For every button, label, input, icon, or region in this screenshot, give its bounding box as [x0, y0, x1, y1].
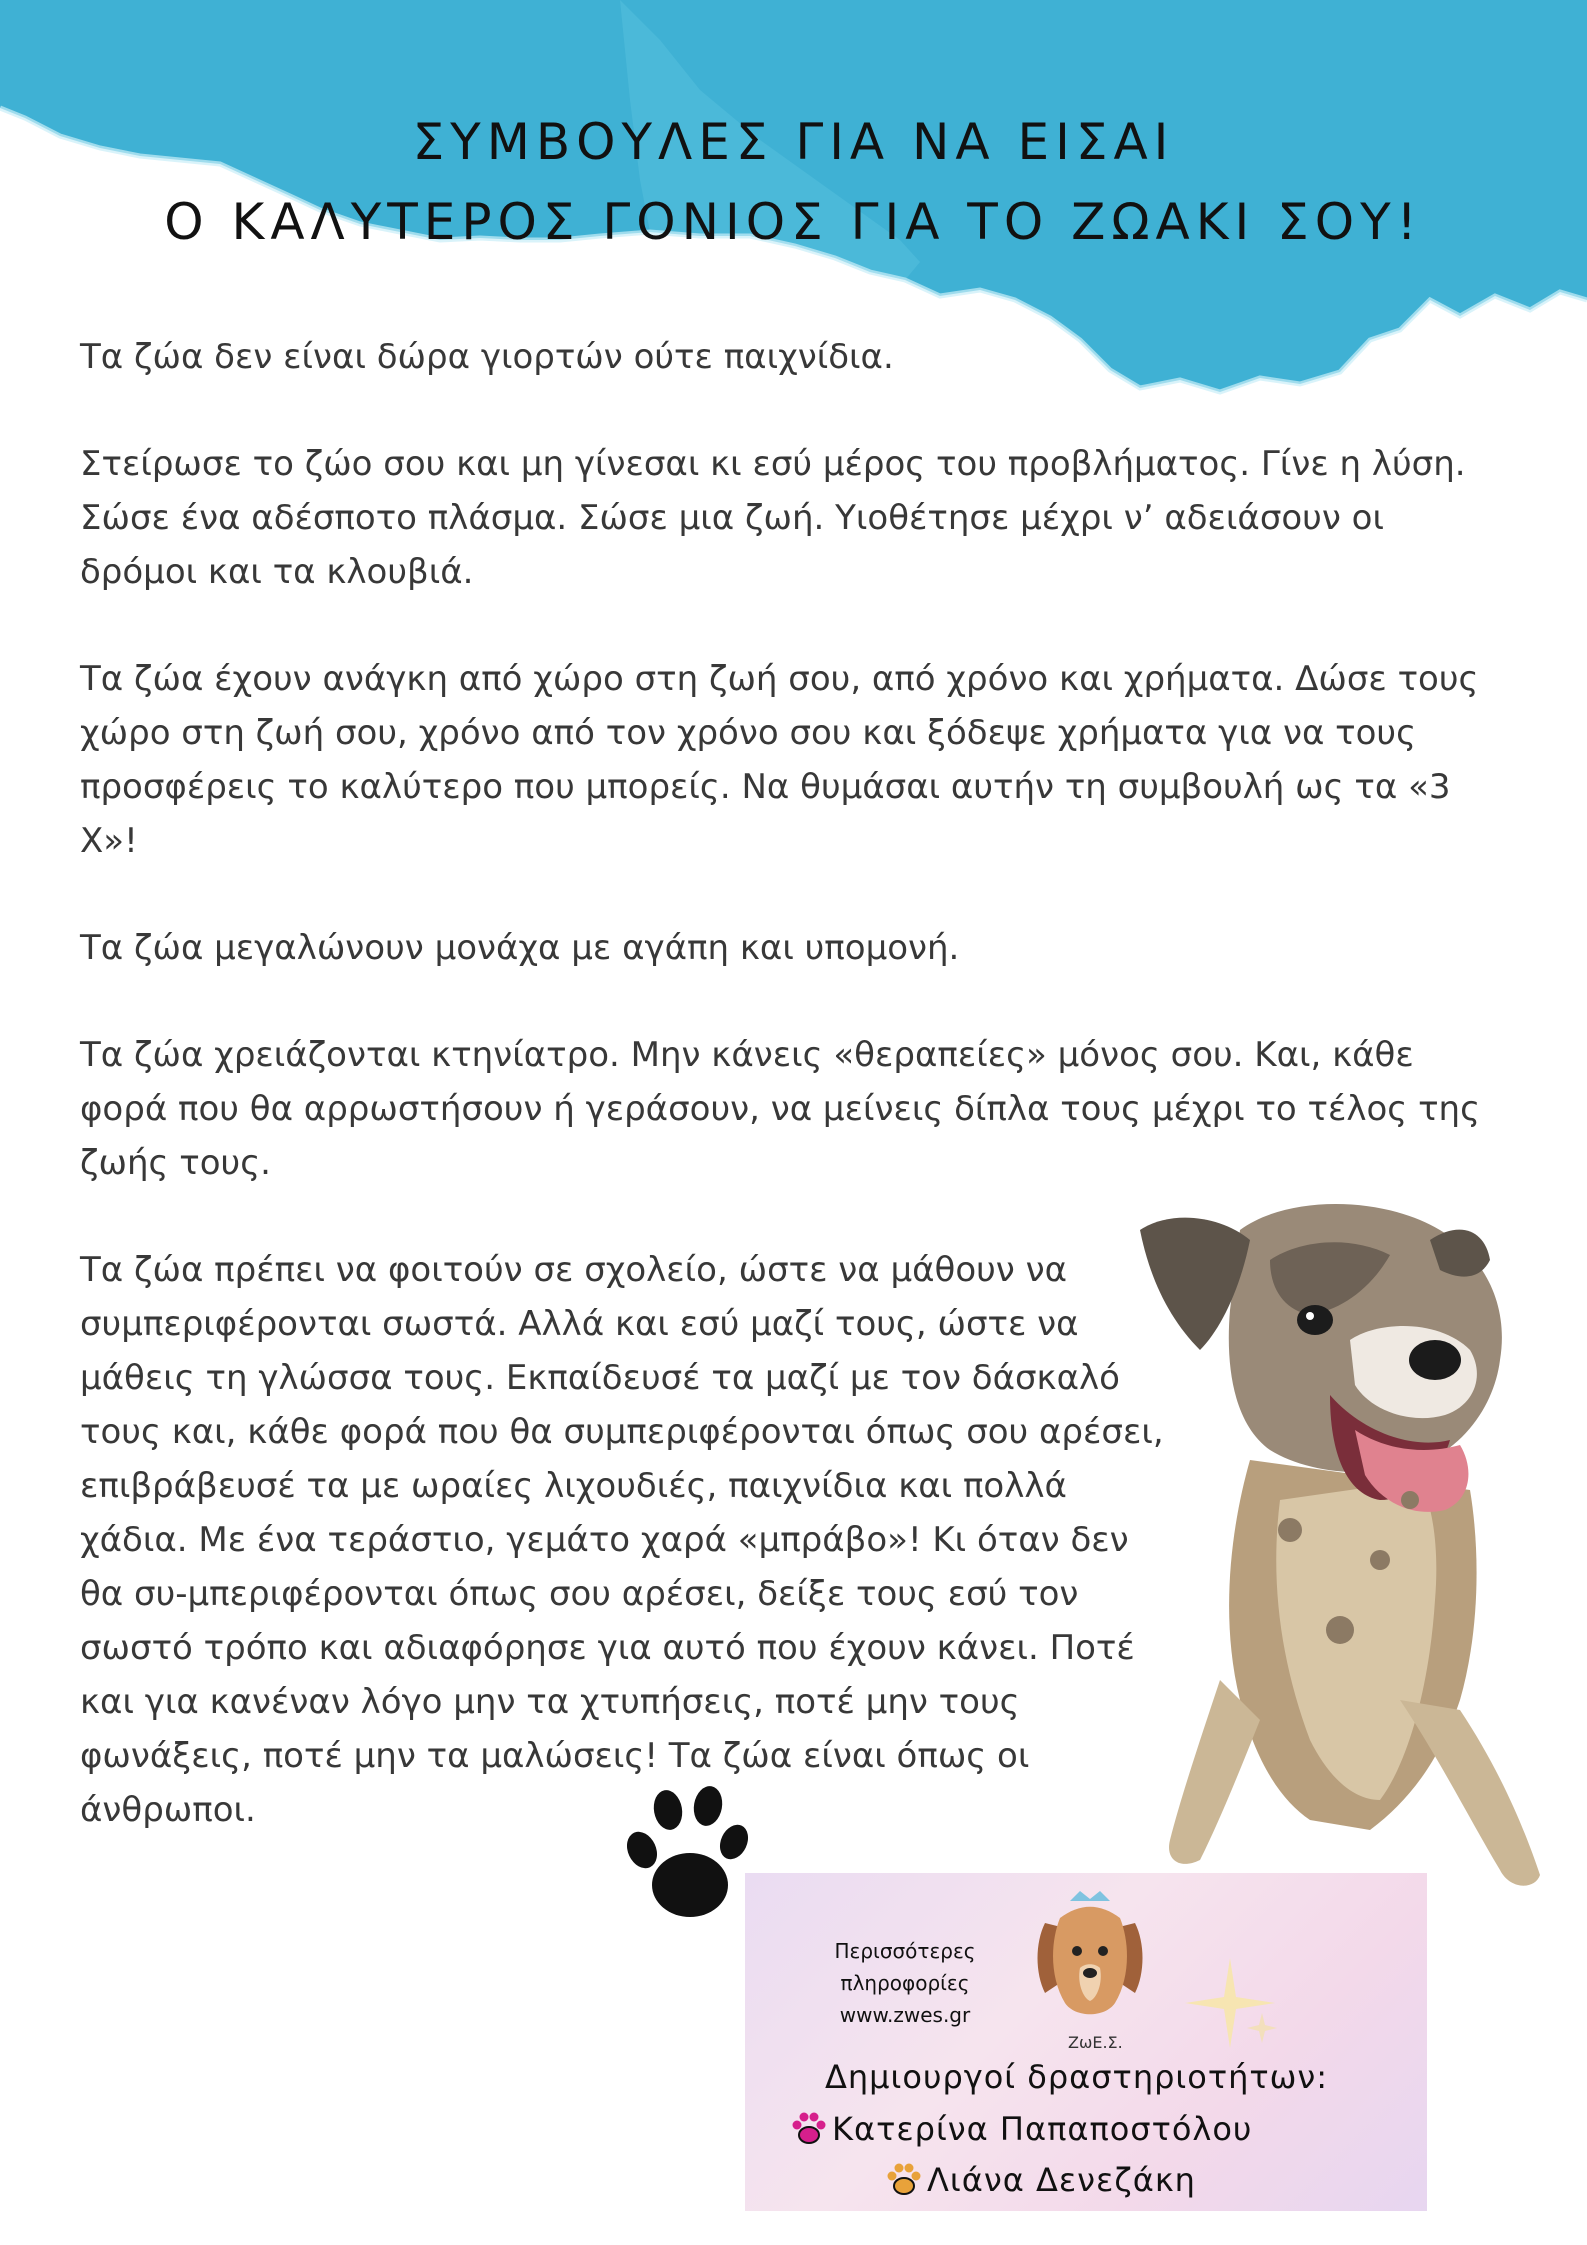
- creator-1: [790, 2110, 1252, 2148]
- paw-print-icon: [620, 1780, 750, 1930]
- dog-logo: [1025, 1883, 1155, 2033]
- more-info-line-2: πληροφορίες: [840, 1971, 970, 1995]
- creator-2: [885, 2161, 1196, 2199]
- creator-1-name: Κατερίνα Παπαποστόλου: [832, 2110, 1253, 2148]
- paragraph-three-x: Τα ζώα έχουν ανάγκη από χώρο στη ζωή σου, από χρόνο και χρήματα. Δώσε τους χώρο στη ζωή σου, χρόνο από τον χρόνο σου και ξόδεψε χρήματα για να τους προσφέρεις το καλύτερο που μπορείς. Να θυμάσαι αυτήν τη συμβουλή ως τα «3 Χ»!: [80, 659, 1479, 861]
- paragraph-gifts: Τα ζώα δεν είναι δώρα γιορτών ούτε παιχνίδια.: [80, 337, 894, 377]
- more-info: [805, 1935, 1005, 2031]
- more-info-line-1: Περισσότερες: [834, 1939, 976, 1963]
- paragraph-sterilize: Στείρωσε το ζώο σου και μη γίνεσαι κι εσύ μέρος του προβλήματος. Γίνε η λύση. Σώσε ένα αδέσποτο πλάσμα. Σώσε μια ζωή. Υιοθέτησε μέχρι ν’ αδειάσουν οι δρόμοι και τα κλουβιά.: [80, 444, 1466, 592]
- sparkle-icon: [1180, 1953, 1280, 2053]
- creator-2-name: Λιάνα Δενεζάκη: [927, 2161, 1196, 2199]
- paw-icon: [790, 2110, 828, 2146]
- dog-image: [1140, 1200, 1587, 1930]
- page-title: [0, 102, 1587, 262]
- website-link[interactable]: www.zwes.gr: [839, 2003, 971, 2027]
- logo-label: ΖωΕ.Σ.: [1068, 2033, 1123, 2052]
- paragraph-school: Τα ζώα πρέπει να φοιτούν σε σχολείο, ώστε να μάθουν να συμπεριφέρονται σωστά. Αλλά και εσύ μαζί τους, ώστε να μάθεις τη γλώσσα τους. Εκπαίδευσέ τα μαζί με τον δάσκαλό τους και, κάθε φορά που θα συμπεριφέρονται όπως σου αρέσει, επιβράβευσέ τα με ωραίες λιχουδιές, παιχνίδια και πολλά χάδια. Με ένα τεράστιο, γεμάτο χαρά «μπράβο»! Κι όταν δεν θα συ-μπεριφέρονται όπως σου αρέσει, δείξε τους εσύ τον σωστό τρόπο και αδιαφόρησε για αυτό που έχουν κάνει. Ποτέ και για κανέναν λόγο μην τα χτυπήσεις, ποτέ μην τους φωνάξεις, ποτέ μην τα μαλώσεις! Τα ζώα είναι όπως οι άνθρωποι.: [80, 1250, 1164, 1830]
- title-line-1: ΣΥΜΒΟΥΛΕΣ ΓΙΑ ΝΑ ΕΙΣΑΙ: [412, 113, 1175, 171]
- paragraph-love-patience: Τα ζώα μεγαλώνουν μονάχα με αγάπη και υπομονή.: [80, 928, 960, 968]
- title-line-2: Ο ΚΑΛΥΤΕΡΟΣ ΓΟΝΙΟΣ ΓΙΑ ΤΟ ΖΩΑΚΙ ΣΟΥ!: [164, 193, 1423, 251]
- credits-card: [745, 1873, 1427, 2211]
- creators-heading: Δημιουργοί δραστηριοτήτων:: [825, 2058, 1329, 2096]
- paragraph-veterinarian: Τα ζώα χρειάζονται κτηνίατρο. Μην κάνεις «θεραπείες» μόνος σου. Και, κάθε φορά που θα αρρωστήσουν ή γεράσουν, να μείνεις δίπλα τους μέχρι το τέλος της ζωής τους.: [80, 1035, 1481, 1183]
- paw-icon: [885, 2161, 923, 2197]
